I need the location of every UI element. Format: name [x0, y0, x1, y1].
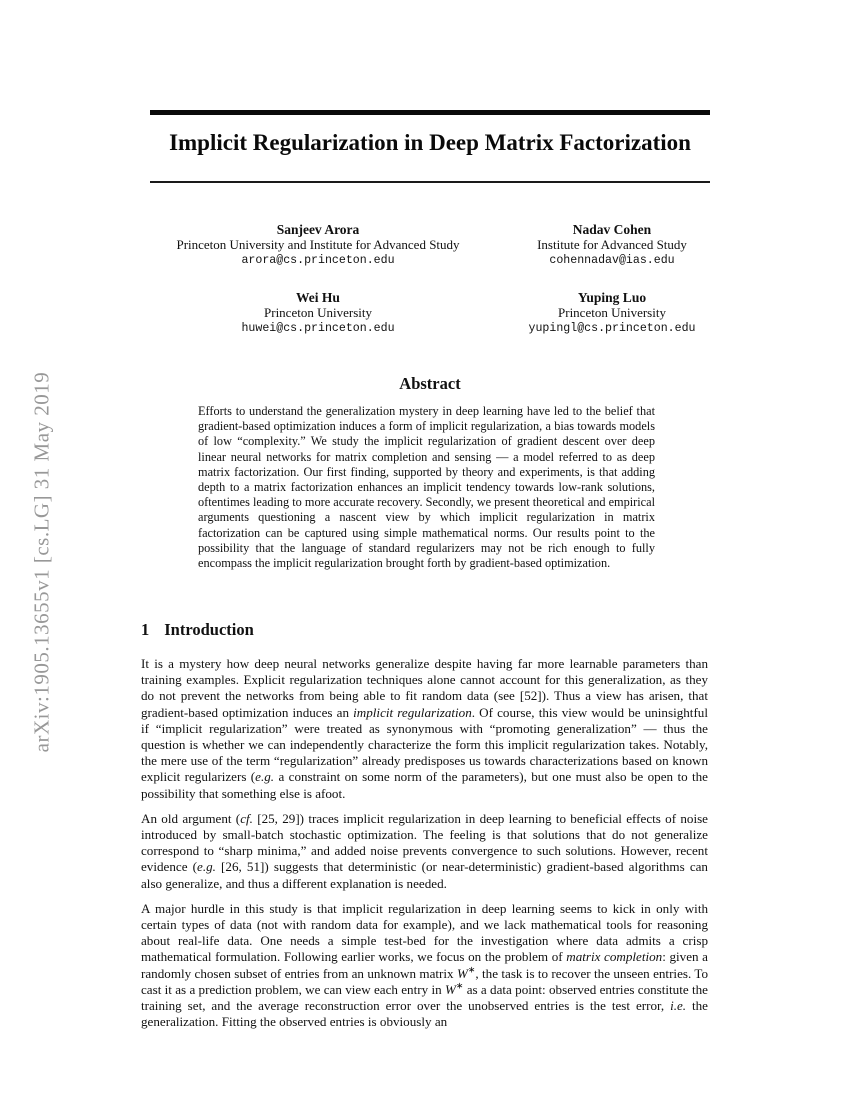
title-rule-top [150, 110, 710, 115]
paper-title: Implicit Regularization in Deep Matrix Factorization [169, 130, 691, 155]
intro-paragraph-1: It is a mystery how deep neural networks generalize despite having far more learnable parameters than training examples. Explicit regularization techniques alone cannot account for this generalization, as they do not prevent the networks from being able to fit random data (see [52]). Thus a view has arisen, that gradient-based optimization induces an implicit regularization. Of course, this view would be uninsightful if “implicit regularization” were treated as synonymous with “promoting generalization” — thus the question is whether we can independently characterize the form this implicit regularization takes. Notably, the mere use of the term “regularization” already predisposes us towards characterizations based on known explicit regularizers (e.g. a constraint on some norm of the parameters), but one must also be open to the possibility that something else is afoot. [141, 656, 708, 801]
author-email: cohennadav@ias.edu [549, 253, 675, 267]
author-affiliation: Institute for Advanced Study [537, 237, 687, 253]
author-name: Wei Hu [296, 290, 340, 305]
abstract-text: Efforts to understand the generalization mystery in deep learning have led to the belief that gradient-based optimization induces a form of implicit regularization, a bias towards models of low “complexity.” We study the implicit regularization of gradient descent over deep linear neural networks for matrix completion and sensing — a model referred to as deep matrix factorization. Our first finding, supported by theory and experiments, is that adding depth to a matrix factorization enhances an implicit tendency towards low-rank solutions, oftentimes leading to more accurate recovery. Secondly, we present theoretical and empirical arguments questioning a nascent view by which implicit regularization in matrix factorization can be captured using simple mathematical norms. Our results point to the possibility that the language of standard regularizers may not be rich enough to fully encompass the implicit regularization brought forth by gradient-based optimization. [198, 404, 655, 571]
title-rule-bottom [150, 181, 710, 183]
author-affiliation: Princeton University [264, 305, 372, 321]
author-block-wei-hu [241, 290, 394, 336]
section-heading [141, 620, 708, 640]
author-affiliation: Princeton University and Institute for Advanced Study [176, 237, 460, 253]
arxiv-watermark: arXiv:1905.13655v1 [cs.LG] 31 May 2019 [29, 371, 54, 753]
author-name: Yuping Luo [577, 290, 647, 305]
author-block-sanjeev-arora [176, 222, 459, 268]
introduction-section [141, 620, 708, 1039]
section-title: Introduction [164, 620, 254, 639]
intro-paragraph-2: An old argument (cf. [25, 29]) traces implicit regularization in deep learning to beneficial effects of noise introduced by small-batch stochastic optimization. The feeling is that solutions that do not generalize correspond to “sharp minima,” and added noise prevents convergence to such solutions. However, recent evidence (e.g. [26, 51]) suggests that deterministic (or near-deterministic) gradient-based algorithms can also generalize, and thus a different explanation is needed. [141, 810, 708, 891]
author-name: Nadav Cohen [572, 222, 652, 237]
abstract-heading: Abstract [399, 374, 461, 393]
author-block-yuping-luo [529, 290, 696, 336]
author-affiliation: Princeton University [558, 305, 666, 321]
intro-paragraph-3: A major hurdle in this study is that implicit regularization in deep learning seems to kick in only with certain types of data (not with random data for example), and we lack mathematical tools for reasoning about real-life data. One needs a simple test-bed for the investigation where data admits a crisp mathematical formulation. Following earlier works, we focus on the problem of matrix completion: given a randomly chosen subset of entries from an unknown matrix W∗, the task is to recover the unseen entries. To cast it as a prediction problem, we can view each entry in W∗ as a data point: observed entries constitute the training set, and the average reconstruction error over the unobserved entries is the test error, i.e. the generalization. Fitting the observed entries is obviously an [141, 900, 708, 1030]
author-email: huwei@cs.princeton.edu [241, 321, 395, 335]
author-email: yupingl@cs.princeton.edu [528, 321, 696, 335]
author-name: Sanjeev Arora [276, 222, 360, 237]
author-email: arora@cs.princeton.edu [241, 253, 395, 267]
section-number: 1 [141, 620, 150, 639]
author-block-nadav-cohen [537, 222, 687, 268]
